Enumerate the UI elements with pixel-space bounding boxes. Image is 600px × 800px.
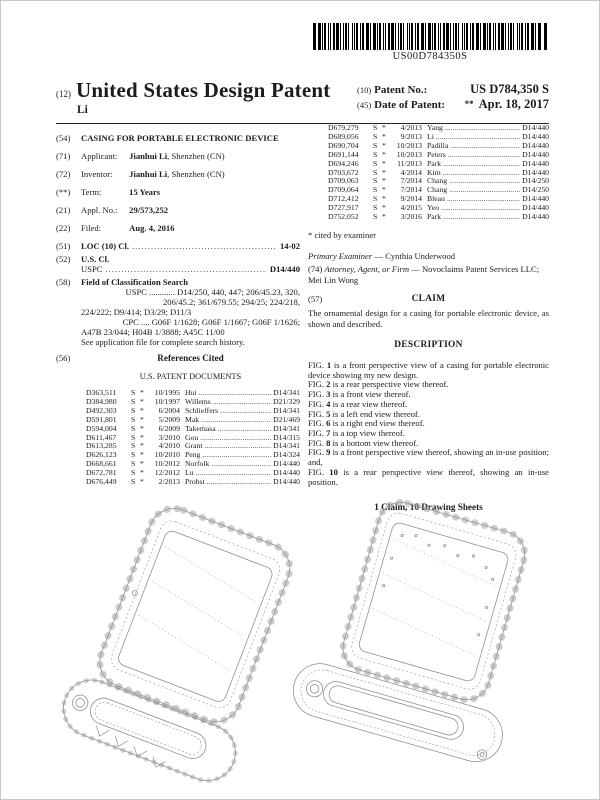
ref-examiner-cited-star: * xyxy=(140,423,144,433)
fig-text: is a rear perspective view thereof, showing an in-use position. xyxy=(308,466,549,487)
ref-number: D613,285 xyxy=(86,441,117,451)
ref-date: 4/2013 xyxy=(400,123,422,132)
ref-number: D676,449 xyxy=(86,477,117,487)
ref-number: D594,004 xyxy=(86,423,117,433)
ref-examiner-cited-star: * xyxy=(382,140,386,150)
ref-number: D703,672 xyxy=(328,167,359,177)
fig-prefix: FIG. xyxy=(308,360,324,371)
leader-dots xyxy=(443,169,520,178)
field-58-num: (58) xyxy=(56,277,71,287)
fig-prefix: FIG. xyxy=(308,418,324,429)
primary-examiner-label: Primary Examiner xyxy=(308,250,373,261)
fig-number: 1 xyxy=(326,360,332,371)
claim-heading-row xyxy=(308,294,549,304)
figure-description-line xyxy=(308,361,549,380)
ref-number: D611,467 xyxy=(86,432,117,442)
search-line: USPC ............ D14/250, 440, 447; 206/45.23, 320, xyxy=(125,287,300,297)
leader-dots xyxy=(445,124,520,133)
ref-inventor-name: Peng xyxy=(185,450,201,460)
filed-value: Aug. 4, 2016 xyxy=(129,223,175,233)
ref-date: 12/2012 xyxy=(154,468,180,478)
ref-examiner-cited-star: * xyxy=(140,405,144,415)
ref-examiner-cited-star: * xyxy=(382,158,386,168)
field-52-num: (52) xyxy=(56,254,71,264)
ref-number: D384,980 xyxy=(86,396,117,406)
ref-number: D694,246 xyxy=(328,158,359,168)
ref-classification: D14/250 xyxy=(522,176,549,186)
ref-date: 5/2009 xyxy=(158,414,180,424)
leader-dots xyxy=(196,469,272,478)
appl-no-value: 29/573,252 xyxy=(129,205,169,215)
ref-classification: D14/440 xyxy=(522,203,549,213)
us-patent-documents-heading: U.S. PATENT DOCUMENTS xyxy=(139,372,242,381)
field-72-num: (72) xyxy=(56,169,71,179)
ref-examiner-cited-star: * xyxy=(140,450,144,460)
ref-examiner-cited-star: * xyxy=(140,388,144,397)
ref-date: 9/2013 xyxy=(400,131,422,141)
ref-inventor-name: Takemasa xyxy=(185,423,216,433)
leader-dots xyxy=(449,177,520,186)
ref-examiner-cited-star: * xyxy=(382,185,386,195)
ref-date: 4/2015 xyxy=(400,203,422,213)
fig-prefix: FIG. xyxy=(308,389,324,400)
leader-dots xyxy=(213,398,271,407)
field-term xyxy=(56,187,300,197)
date-of-patent-value: Apr. 18, 2017 xyxy=(478,97,549,111)
leader-dots xyxy=(200,434,271,443)
fig-text: is a left end view thereof. xyxy=(332,408,420,419)
ref-examiner-cited-star: * xyxy=(382,194,386,204)
leader-dots xyxy=(449,186,520,195)
ref-kind-code: S xyxy=(373,212,378,222)
ref-kind-code: S xyxy=(373,185,378,195)
ref-kind-code: S xyxy=(131,432,136,442)
ref-inventor-name: Park xyxy=(427,158,442,168)
ref-date: 6/2009 xyxy=(158,423,180,433)
ref-date: 7/2014 xyxy=(400,176,422,186)
page-title: United States Design Patent xyxy=(76,78,331,102)
ref-number: D679,279 xyxy=(328,123,359,132)
ref-inventor-name: Willems xyxy=(185,396,211,406)
loc-value: 14-02 xyxy=(279,241,300,251)
loc-label: LOC (10) Cl. xyxy=(81,241,129,251)
ref-number: D689,056 xyxy=(328,131,359,141)
cited-by-examiner-note: * cited by examiner xyxy=(308,229,377,240)
ref-inventor-name: Bleau xyxy=(427,194,445,204)
ref-classification: D14/440 xyxy=(522,158,549,168)
ref-inventor-name: Hui xyxy=(185,388,197,397)
ref-classification: D14/341 xyxy=(273,423,300,433)
field-of-search-lines xyxy=(81,287,300,347)
kind-code-10: (10) xyxy=(357,85,372,95)
fig-number: 5 xyxy=(326,408,331,419)
ref-classification: D14/440 xyxy=(522,194,549,204)
ref-number: D668,661 xyxy=(86,459,117,469)
ref-examiner-cited-star: * xyxy=(382,212,386,222)
ref-classification: D14/440 xyxy=(522,140,549,150)
field-of-search-label: Field of Classification Search xyxy=(81,277,189,287)
references-table-right xyxy=(328,124,549,222)
ref-inventor-name: Padilla xyxy=(427,140,449,150)
field-21-num: (21) xyxy=(56,205,71,215)
ref-date: 4/2010 xyxy=(158,441,180,451)
field-71-num: (71) xyxy=(56,151,71,161)
inventor-surname: Li xyxy=(77,104,88,116)
leader-dots xyxy=(448,151,520,160)
ref-examiner-cited-star: * xyxy=(140,441,144,451)
fig-number: 9 xyxy=(326,447,331,458)
leader-dots xyxy=(132,241,277,251)
ref-examiner-cited-star: * xyxy=(382,176,386,186)
ref-classification: D14/324 xyxy=(273,450,300,460)
fig-number: 4 xyxy=(326,398,331,409)
leader-dots xyxy=(207,478,271,487)
leader-dots xyxy=(202,451,271,460)
ref-inventor-name: Chang xyxy=(427,185,448,195)
ref-kind-code: S xyxy=(131,388,136,397)
applicant-location: , Shenzhen (CN) xyxy=(167,151,225,161)
fig-number: 8 xyxy=(326,437,331,448)
fig-text: is a front view thereof. xyxy=(332,389,411,400)
ref-date: 3/2016 xyxy=(400,212,422,222)
ref-inventor-name: Li xyxy=(427,131,434,141)
leader-dots xyxy=(443,160,520,169)
fig-prefix: FIG. xyxy=(308,427,324,438)
ref-number: D492,303 xyxy=(86,405,117,415)
description-heading: DESCRIPTION xyxy=(394,340,463,351)
ref-inventor-name: Park xyxy=(427,212,442,222)
right-column xyxy=(308,124,549,512)
leader-dots xyxy=(447,195,520,204)
reference-row xyxy=(86,478,300,487)
applicant-label: Applicant: xyxy=(81,151,118,161)
search-line: A47B 23/044; H04B 1/3888; A45C 11/00 xyxy=(81,327,225,337)
term-value: 15 Years xyxy=(129,187,161,197)
ref-classification: D14/341 xyxy=(273,388,300,397)
field-51-num: (51) xyxy=(56,241,71,251)
ref-classification: D14/341 xyxy=(273,405,300,415)
ref-classification: D14/440 xyxy=(273,459,300,469)
figure-drawing-front-perspective xyxy=(67,503,295,800)
field-71-applicant xyxy=(56,151,300,161)
filed-label: Filed: xyxy=(81,223,102,233)
barcode xyxy=(313,23,547,50)
ref-kind-code: S xyxy=(373,176,378,186)
appl-no-label: Appl. No.: xyxy=(81,205,118,215)
ref-number: D591,801 xyxy=(86,414,117,424)
figure-descriptions xyxy=(308,361,549,487)
search-line: 206/45.2; 361/679.55; 294/25; 224/218, xyxy=(162,297,300,307)
ref-kind-code: S xyxy=(373,194,378,204)
fig-text: is a rear perspective view thereof. xyxy=(332,379,449,390)
leader-dots xyxy=(205,442,272,451)
fig-number: 2 xyxy=(326,379,331,390)
attorney-label: Attorney, Agent, or Firm xyxy=(324,264,410,275)
field-54-title xyxy=(56,133,300,143)
ref-number: D691,144 xyxy=(328,149,359,159)
ref-classification: D14/440 xyxy=(522,131,549,141)
ref-date: 2/2013 xyxy=(158,477,180,487)
kind-code-45: (45) xyxy=(357,100,372,110)
fig-number: 6 xyxy=(326,418,331,429)
ref-examiner-cited-star: * xyxy=(382,149,386,159)
claim-text: The ornamental design for a casing for portable electronic device, as shown and described. xyxy=(308,308,549,329)
field-term-num: (**) xyxy=(56,187,71,197)
ref-inventor-name: Norfolk xyxy=(185,459,210,469)
date-of-patent-label: Date of Patent: xyxy=(374,99,446,111)
leader-dots xyxy=(211,460,271,469)
ref-inventor-name: Yang xyxy=(427,123,443,132)
field-52-us-cl xyxy=(56,254,300,274)
ref-inventor-name: Peters xyxy=(427,149,446,159)
ref-number: D363,511 xyxy=(86,388,117,397)
fig-text: is a right end view thereof. xyxy=(332,418,425,429)
leader-dots xyxy=(450,142,520,151)
ref-kind-code: S xyxy=(131,414,136,424)
ref-kind-code: S xyxy=(131,477,136,487)
fig-prefix: FIG. xyxy=(308,408,324,419)
ref-date: 3/2010 xyxy=(158,432,180,442)
reference-row xyxy=(328,124,549,133)
ref-date: 4/2014 xyxy=(400,167,422,177)
primary-examiner xyxy=(308,251,549,262)
ref-date: 10/2010 xyxy=(154,450,180,460)
field-56-references xyxy=(56,353,300,389)
ref-examiner-cited-star: * xyxy=(140,468,144,478)
reference-row xyxy=(328,213,549,222)
ref-number: D712,412 xyxy=(328,194,359,204)
ref-inventor-name: Lu xyxy=(185,468,194,478)
ref-inventor-name: Grant xyxy=(185,441,203,451)
ref-date: 10/1997 xyxy=(154,396,180,406)
ref-kind-code: S xyxy=(131,423,136,433)
leader-dots xyxy=(436,133,520,142)
ref-classification: D14/250 xyxy=(522,185,549,195)
kind-code-12: (12) xyxy=(56,89,71,99)
uspc-value: D14/440 xyxy=(269,264,300,274)
ref-classification: D14/440 xyxy=(522,149,549,159)
figure-description-line xyxy=(308,448,549,467)
header-left xyxy=(56,78,357,116)
search-line: See application file for complete search history. xyxy=(81,337,245,347)
ref-classification: D14/315 xyxy=(273,432,300,442)
leader-dots xyxy=(106,264,267,274)
ref-kind-code: S xyxy=(131,450,136,460)
ref-inventor-name: Chang xyxy=(427,176,448,186)
ref-examiner-cited-star: * xyxy=(382,131,386,141)
fig-number: 3 xyxy=(326,389,331,400)
search-line: 224/222; D9/414; D3/29; D11/3 xyxy=(81,307,192,317)
ref-number: D727,917 xyxy=(328,203,359,213)
ref-number: D709,063 xyxy=(328,176,359,186)
inventor-location: , Shenzhen (CN) xyxy=(167,169,225,179)
ref-kind-code: S xyxy=(131,468,136,478)
ref-classification: D14/440 xyxy=(522,123,549,132)
applicant-name: Jianhui Li xyxy=(129,151,168,161)
references-table-left xyxy=(86,389,300,487)
ref-inventor-name: Yeo xyxy=(427,203,440,213)
ref-classification: D21/329 xyxy=(273,396,300,406)
fig-prefix: FIG. xyxy=(308,379,324,390)
fig-prefix: FIG. xyxy=(308,437,324,448)
ref-examiner-cited-star: * xyxy=(382,167,386,177)
figure-drawing-rear-perspective xyxy=(297,503,549,765)
ref-kind-code: S xyxy=(131,459,136,469)
ref-date: 10/2012 xyxy=(154,459,180,469)
term-extension-stars: ** xyxy=(464,99,474,109)
field-54-num: (54) xyxy=(56,133,71,143)
header-right xyxy=(357,78,549,116)
ref-classification: D14/440 xyxy=(273,477,300,487)
inventor-name: Jianhui Li xyxy=(129,169,168,179)
term-label: Term: xyxy=(81,187,102,197)
ref-inventor-name: Probst xyxy=(185,477,205,487)
ref-kind-code: S xyxy=(373,149,378,159)
ref-inventor-name: Mak xyxy=(185,414,200,424)
fig-text: is a bottom view thereof. xyxy=(332,437,419,448)
ref-kind-code: S xyxy=(373,158,378,168)
ref-kind-code: S xyxy=(373,140,378,150)
ref-examiner-cited-star: * xyxy=(140,396,144,406)
ref-number: D752,052 xyxy=(328,212,359,222)
ref-classification: D21/469 xyxy=(273,414,300,424)
ref-kind-code: S xyxy=(131,441,136,451)
leader-dots xyxy=(220,407,271,416)
ref-examiner-cited-star: * xyxy=(140,414,144,424)
barcode-bars xyxy=(313,23,547,50)
ref-kind-code: S xyxy=(373,167,378,177)
ref-kind-code: S xyxy=(131,405,136,415)
ref-kind-code: S xyxy=(373,131,378,141)
search-line: CPC .... G06F 1/1628; G06F 1/1667; G06F 1/1626; xyxy=(122,317,300,327)
ref-examiner-cited-star: * xyxy=(382,203,386,213)
ref-number: D709,064 xyxy=(328,185,359,195)
ref-examiner-cited-star: * xyxy=(382,123,386,132)
field-72-inventor xyxy=(56,169,300,179)
primary-examiner-name: — Cynthia Underwood xyxy=(374,250,456,261)
us-cl-label: U.S. Cl. xyxy=(81,254,110,264)
ref-date: 10/2013 xyxy=(396,140,422,150)
uspc-label: USPC xyxy=(81,264,103,274)
field-22-num: (22) xyxy=(56,223,71,233)
ref-date: 10/2013 xyxy=(396,149,422,159)
ref-number: D672,781 xyxy=(86,468,117,478)
ref-inventor-name: Kim xyxy=(427,167,441,177)
ref-inventor-name: Schlieffers xyxy=(185,405,219,415)
attorney-agent-firm xyxy=(308,264,549,285)
fig-text: is a front perspective view thereof, showing an in-use position; and, xyxy=(308,447,549,468)
ref-classification: D14/440 xyxy=(273,468,300,478)
ref-examiner-cited-star: * xyxy=(140,459,144,469)
field-21-appl-no xyxy=(56,205,300,215)
patent-no-value: US D784,350 S xyxy=(470,82,549,96)
ref-kind-code: S xyxy=(131,396,136,406)
claims-sheets-note: 1 Claim, 10 Drawing Sheets xyxy=(374,502,483,513)
field-22-filed xyxy=(56,223,300,233)
fig-prefix: FIG. xyxy=(308,398,324,409)
field-57-num: (57) xyxy=(308,294,323,305)
fig-number: 7 xyxy=(326,427,331,438)
field-74-num: (74) xyxy=(308,264,323,275)
fig-number: 10 xyxy=(329,466,338,477)
barcode-text: US00D784350S xyxy=(392,51,468,62)
ref-date: 11/2013 xyxy=(397,158,422,168)
references-cited-heading: References Cited xyxy=(157,353,224,363)
ref-kind-code: S xyxy=(373,123,378,132)
ref-classification: D14/440 xyxy=(522,212,549,222)
ref-inventor-name: Gou xyxy=(185,432,199,442)
fig-text: is a front perspective view of a casing for portable electronic device showing my new design. xyxy=(308,360,549,380)
ref-kind-code: S xyxy=(373,203,378,213)
inventor-label: Inventor: xyxy=(81,169,113,179)
figure-description-line xyxy=(308,468,549,487)
ref-date: 7/2014 xyxy=(400,185,422,195)
fig-text: is a rear view thereof. xyxy=(332,398,408,409)
ref-examiner-cited-star: * xyxy=(140,432,144,442)
ref-classification: D14/341 xyxy=(273,441,300,451)
ref-classification: D14/440 xyxy=(522,167,549,177)
leader-dots xyxy=(443,213,520,222)
header xyxy=(56,78,549,116)
fig-prefix: FIG. xyxy=(308,447,324,458)
ref-date: 6/2004 xyxy=(158,405,180,415)
invention-title: CASING FOR PORTABLE ELECTRONIC DEVICE xyxy=(81,133,279,143)
ref-date: 10/1995 xyxy=(154,388,180,397)
field-56-num: (56) xyxy=(56,353,71,363)
leader-dots xyxy=(441,204,520,213)
attorney-name: — Novoclaims Patent Services LLC; Mei Lin Wong xyxy=(308,264,540,285)
field-51-loc xyxy=(56,241,300,251)
ref-number: D626,123 xyxy=(86,450,117,460)
field-58-search xyxy=(56,277,300,347)
ref-number: D690,704 xyxy=(328,140,359,150)
patent-no-label: Patent No.: xyxy=(374,84,428,96)
fig-prefix: FIG. xyxy=(308,466,324,477)
left-column xyxy=(56,133,300,487)
fig-text: is a top view thereof. xyxy=(332,427,405,438)
ref-examiner-cited-star: * xyxy=(140,477,144,487)
leader-dots xyxy=(218,425,271,434)
ref-date: 9/2014 xyxy=(400,194,422,204)
claim-heading: CLAIM xyxy=(411,294,446,305)
